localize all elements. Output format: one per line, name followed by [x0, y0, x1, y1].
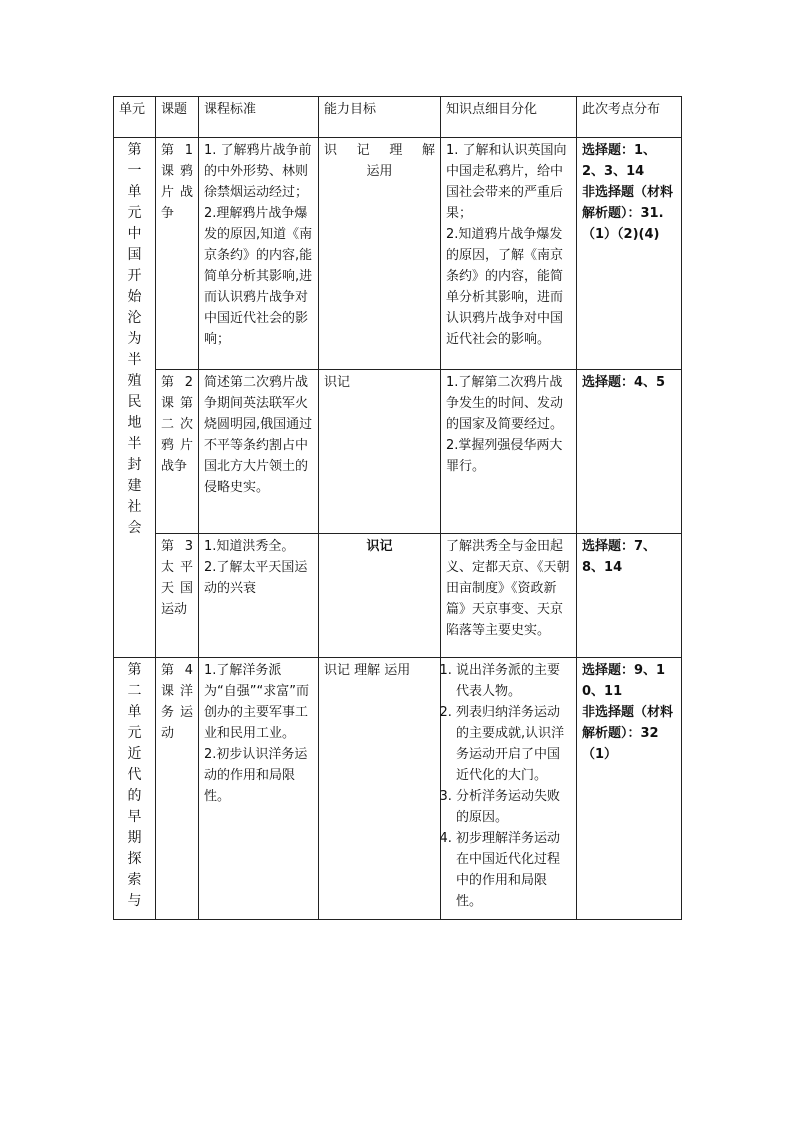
- table-row: [114, 138, 682, 370]
- knowledge-cell: [441, 658, 577, 920]
- table-row: [114, 370, 682, 534]
- knowledge-list: [444, 660, 571, 912]
- knowledge-cell: 1.了解第二次鸦片战争发生的时间、发动的国家及简要经过。 2.掌握列强侵华两大罪行。: [441, 370, 577, 534]
- unit-1-cell: 第 一 单 元 中 国 开 始 沦 为 半 殖 民 地 半 封 建 社 会: [114, 138, 156, 658]
- list-item: 4. 初步理解洋务运动在中国近代化过程中的作用和局限性。: [456, 828, 571, 912]
- knowledge-cell: 1. 了解和认识英国向中国走私鸦片，给中国社会带来的严重后果； 2.知道鸦片战争爆发的原因，了解《南京条约》的内容，能简单分析其影响，进而认识鸦片战争对中国近代社会的影响。: [441, 138, 577, 370]
- ability-cell: 识记 理解 运用: [319, 658, 441, 920]
- curriculum-table: [113, 96, 682, 920]
- table-row: [114, 658, 682, 920]
- lesson-cell: 第 2 课第二次鸦片战争: [156, 370, 199, 534]
- unit-2-cell: 第 二 单 元 近 代 的 早 期 探 索 与: [114, 658, 156, 920]
- table-header-row: [114, 97, 682, 138]
- ability-cell: 识记: [319, 370, 441, 534]
- list-item: 1. 说出洋务派的主要代表人物。: [456, 660, 571, 702]
- standard-cell: 1.了解洋务派为“自强”“求富”而创办的主要军事工业和民用工业。 2.初步认识洋务运动的作用和局限性。: [199, 658, 319, 920]
- lesson-cell: 第 3 太平天国运动: [156, 534, 199, 658]
- header-unit: 单元: [114, 97, 156, 138]
- standard-cell: 简述第二次鸦片战争期间英法联军火烧圆明园,俄国通过不平等条约割占中国北方大片领土的侵略史实。: [199, 370, 319, 534]
- lesson-cell: 第 4 课洋务运动: [156, 658, 199, 920]
- exam-cell: 选择题：4、5: [577, 370, 682, 534]
- header-exam: 此次考点分布: [577, 97, 682, 138]
- exam-cell: 选择题：9、10、11 非选择题（材料解析题）：32（1）: [577, 658, 682, 920]
- exam-cell: 选择题：7、8、14: [577, 534, 682, 658]
- list-item: 3. 分析洋务运动失败的原因。: [456, 786, 571, 828]
- list-item: 2. 列表归纳洋务运动的主要成就,认识洋务运动开启了中国近代化的大门。: [456, 702, 571, 786]
- header-standard: 课程标准: [199, 97, 319, 138]
- header-lesson: 课题: [156, 97, 199, 138]
- lesson-cell: 第 1 课鸦片战争: [156, 138, 199, 370]
- exam-cell: 选择题：1、2、3、14 非选择题（材料解析题）：31.（1）（2)(4): [577, 138, 682, 370]
- ability-cell: 识记: [319, 534, 441, 658]
- standard-cell: 1. 了解鸦片战争前的中外形势、林则徐禁烟运动经过； 2.理解鸦片战争爆发的原因,知道《南京条约》的内容,能简单分析其影响,进而认识鸦片战争对中国近代社会的影响；: [199, 138, 319, 370]
- header-knowledge: 知识点细目分化: [441, 97, 577, 138]
- header-ability: 能力目标: [319, 97, 441, 138]
- knowledge-cell: 了解洪秀全与金田起义、定都天京、《天朝田亩制度》《资政新篇》天京事变、天京陷落等主要史实。: [441, 534, 577, 658]
- table-row: [114, 534, 682, 658]
- standard-cell: 1.知道洪秀全。 2.了解太平天国运动的兴衰: [199, 534, 319, 658]
- ability-cell: 识 记 理 解 运用: [319, 138, 441, 370]
